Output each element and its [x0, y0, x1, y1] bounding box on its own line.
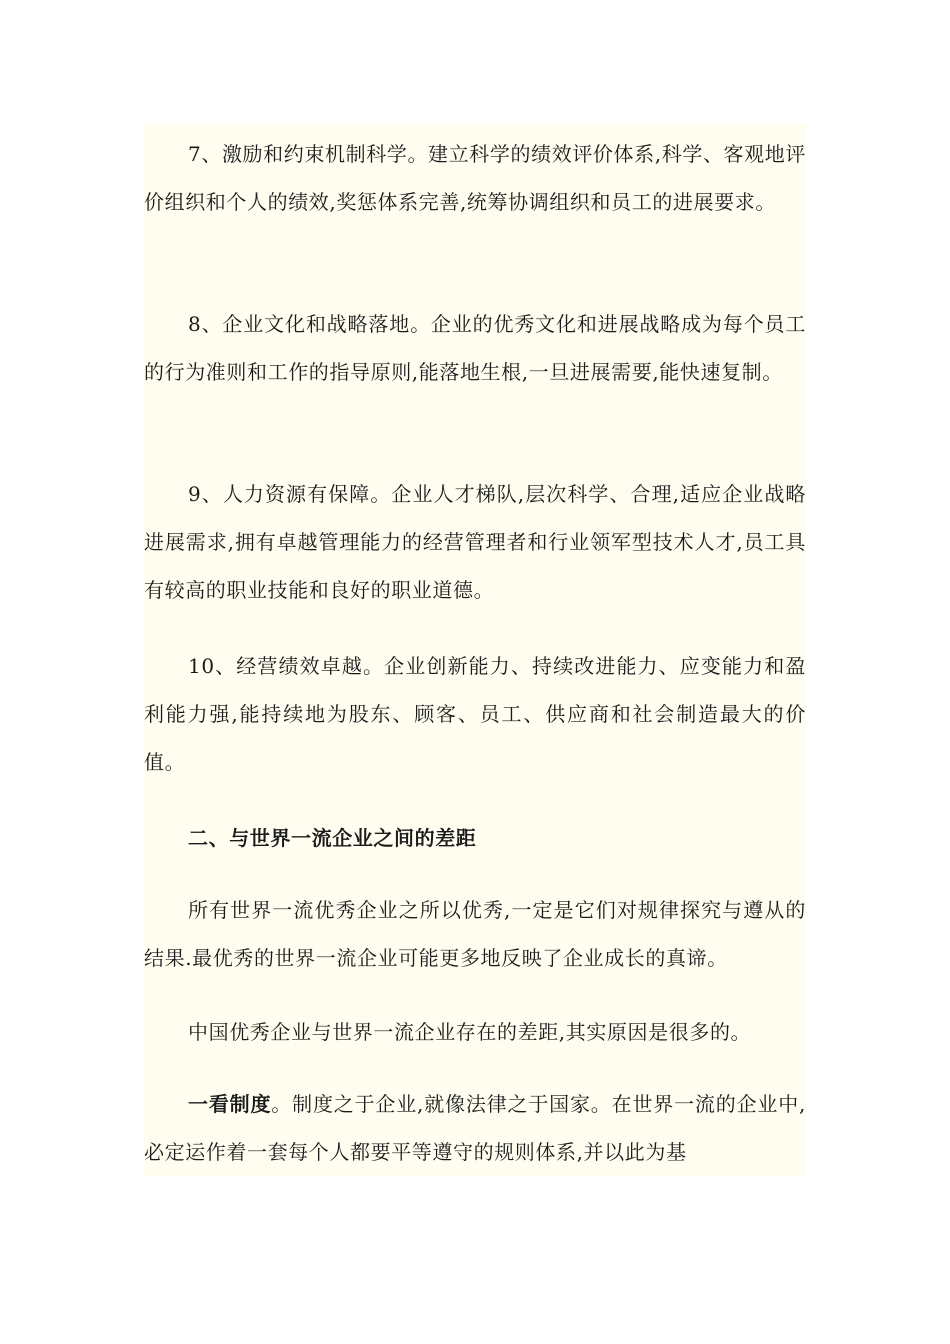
paragraph-7: 7、激励和约束机制科学。建立科学的绩效评价体系,科学、客观地评价组织和个人的绩效,奖惩体系完善,统筹协调组织和员工的进展要求。	[144, 142, 806, 214]
body-paragraph-2: 中国优秀企业与世界一流企业存在的差距,其实原因是很多的。	[188, 1020, 752, 1044]
paragraph-10: 10、经营绩效卓越。企业创新能力、持续改进能力、应变能力和盈利能力强,能持续地为股东、顾客、员工、供应商和社会制造最大的价值。	[144, 654, 806, 774]
body-paragraph-3-text: 。制度之于企业,就像法律之于国家。在世界一流的企业中,必定运作着一套每个人都要平等遵守的规则体系,并以此为基	[144, 1092, 806, 1164]
body-paragraph-1: 所有世界一流优秀企业之所以优秀,一定是它们对规律探究与遵从的结果.最优秀的世界一流企业可能更多地反映了企业成长的真谛。	[144, 898, 806, 970]
paragraph-9: 9、人力资源有保障。企业人才梯队,层次科学、合理,适应企业战略进展需求,拥有卓越管理能力的经营管理者和行业领军型技术人才,员工具有较高的职业技能和良好的职业道德。	[144, 482, 806, 602]
body-paragraph-3	[144, 1080, 806, 1176]
paragraph-8: 8、企业文化和战略落地。企业的优秀文化和进展战略成为每个员工的行为准则和工作的指导原则,能落地生根,一旦进展需要,能快速复制。	[144, 312, 806, 384]
bold-lead-text: 一看制度	[188, 1092, 272, 1116]
section-heading: 二、与世界一流企业之间的差距	[188, 826, 477, 850]
document-body	[144, 124, 806, 1176]
